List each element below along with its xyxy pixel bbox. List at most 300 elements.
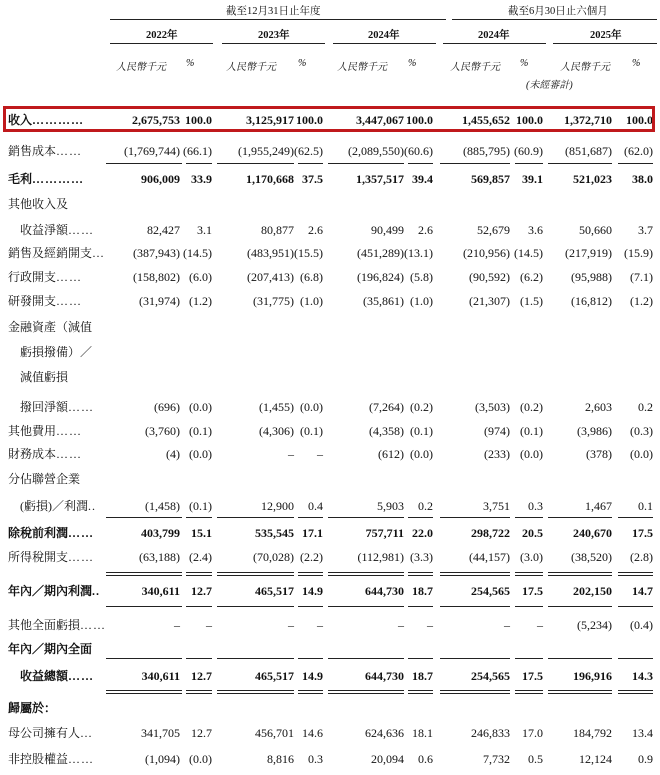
column-rule <box>217 517 294 518</box>
percent-cell: (62.5) <box>294 144 323 158</box>
amount-cell: (70,028) <box>253 550 294 564</box>
percent-cell: 12.7 <box>191 669 212 683</box>
column-double-rule <box>106 693 182 694</box>
unit-rmb-2024: 人民幣千元 <box>337 62 387 73</box>
column-rule <box>106 572 182 573</box>
row-label <box>8 316 92 338</box>
amount-cell: 1,372,710 <box>564 113 612 127</box>
table-row <box>0 242 660 264</box>
row-label-text: 金融資產（減值 <box>8 320 93 334</box>
row-label <box>8 219 94 241</box>
percent-cell: (1.2) <box>189 294 212 308</box>
percent-cell: 33.9 <box>191 172 212 186</box>
percent-cell: (0.1) <box>300 424 323 438</box>
row-label-text: 年內／期內利潤 <box>8 584 93 598</box>
table-row <box>0 316 660 338</box>
table-row <box>0 580 660 602</box>
amount-cell: 298,722 <box>471 526 510 540</box>
row-label-text: 虧損撥備）／ <box>8 345 93 359</box>
percent-cell: (0.0) <box>630 447 653 461</box>
amount-cell: 254,565 <box>471 669 510 683</box>
percent-cell: 17.5 <box>522 669 543 683</box>
percent-cell: 18.7 <box>412 584 433 598</box>
column-rule <box>515 690 543 691</box>
header-rule-full-year <box>110 19 446 20</box>
amount-cell: 340,611 <box>141 584 180 598</box>
table-row <box>0 522 660 544</box>
table-row <box>0 266 660 288</box>
unaudited-note: (未經審計) <box>526 80 573 91</box>
column-rule <box>298 690 323 691</box>
unit-pct-2022: % <box>186 58 195 69</box>
amount-cell: 1,467 <box>585 499 612 513</box>
column-double-rule <box>515 693 543 694</box>
percent-cell: 2.6 <box>418 223 433 237</box>
amount-cell: (21,307) <box>469 294 510 308</box>
row-label <box>8 614 106 636</box>
table-row <box>0 546 660 568</box>
percent-cell: 0.1 <box>638 499 653 513</box>
column-rule <box>186 517 212 518</box>
row-label <box>8 396 94 418</box>
amount-cell: (378) <box>586 447 612 461</box>
percent-cell: – <box>206 618 212 632</box>
period-full-year-header: 截至12月31日止年度 <box>226 6 321 17</box>
table-row <box>0 697 660 719</box>
percent-cell: 0.3 <box>528 499 543 513</box>
percent-cell: 13.4 <box>632 726 653 740</box>
percent-cell: 22.0 <box>412 526 433 540</box>
row-label-text: 財務成本 <box>8 447 57 461</box>
row-label <box>8 193 68 215</box>
amount-cell: 644,730 <box>365 584 404 598</box>
percent-cell: 17.0 <box>522 726 543 740</box>
table-row <box>0 366 660 388</box>
column-rule <box>548 690 612 691</box>
column-rule <box>217 606 294 607</box>
leader-dots: …… <box>68 526 95 540</box>
column-rule <box>515 606 543 607</box>
column-double-rule <box>217 693 294 694</box>
row-label <box>8 722 93 744</box>
row-label-text: 銷售成本 <box>8 144 57 158</box>
amount-cell: (38,520) <box>571 550 612 564</box>
amount-cell: 202,150 <box>573 584 612 598</box>
column-rule <box>408 163 433 164</box>
row-label <box>8 495 96 517</box>
percent-cell: 14.6 <box>302 726 323 740</box>
column-rule <box>408 517 433 518</box>
amount-cell: (4) <box>166 447 180 461</box>
column-rule <box>440 690 510 691</box>
leader-dots: …… <box>68 223 95 237</box>
column-rule <box>298 517 323 518</box>
leader-dots: …… <box>80 618 107 632</box>
table-row <box>0 748 660 770</box>
amount-cell: 757,711 <box>365 526 404 540</box>
amount-cell: 3,447,067 <box>356 113 404 127</box>
column-rule <box>548 606 612 607</box>
percent-cell: (0.1) <box>410 424 433 438</box>
amount-cell: (5,234) <box>577 618 612 632</box>
amount-cell: 3,125,917 <box>246 113 294 127</box>
column-rule <box>217 572 294 573</box>
table-row <box>0 193 660 215</box>
percent-cell: 100.0 <box>185 113 212 127</box>
column-double-rule <box>328 693 404 694</box>
amount-cell: 1,455,652 <box>462 113 510 127</box>
percent-cell: (60.9) <box>514 144 543 158</box>
amount-cell: (3,986) <box>577 424 612 438</box>
amount-cell: 624,636 <box>365 726 404 740</box>
amount-cell: (1,455) <box>259 400 294 414</box>
year-2024-h1-header: 2024年 <box>478 30 510 41</box>
amount-cell: (44,157) <box>469 550 510 564</box>
row-label-text: 收入 <box>8 113 33 127</box>
percent-cell: 2.6 <box>308 223 323 237</box>
row-label-text: 減值虧損 <box>8 370 69 384</box>
amount-cell: 82,427 <box>147 223 180 237</box>
percent-cell: 0.5 <box>528 752 543 766</box>
amount-cell: (4,306) <box>259 424 294 438</box>
percent-cell: (15.9) <box>624 246 653 260</box>
unit-rmb-2023: 人民幣千元 <box>226 62 276 73</box>
row-label <box>8 443 82 465</box>
row-label <box>8 638 92 660</box>
percent-cell: (13.1) <box>404 246 433 260</box>
column-rule <box>328 658 404 659</box>
row-label-text: 年內／期內全面 <box>8 642 93 656</box>
amount-cell: 50,660 <box>579 223 612 237</box>
amount-cell: (63,188) <box>139 550 180 564</box>
column-double-rule <box>515 575 543 576</box>
column-rule <box>515 163 543 164</box>
amount-cell: (3,503) <box>475 400 510 414</box>
row-label <box>8 665 94 687</box>
column-rule <box>408 572 433 573</box>
percent-cell: (7.1) <box>630 270 653 284</box>
percent-cell: (1.0) <box>300 294 323 308</box>
amount-cell: (217,919) <box>565 246 612 260</box>
amount-cell: (1,955,249) <box>238 144 294 158</box>
percent-cell: 14.3 <box>632 669 653 683</box>
amount-cell: (612) <box>378 447 404 461</box>
amount-cell: (1,094) <box>145 752 180 766</box>
table-row <box>0 420 660 442</box>
row-label-text: 母公司擁有人 <box>8 726 81 740</box>
year-rule-2022 <box>110 43 213 44</box>
amount-cell: (16,812) <box>571 294 612 308</box>
amount-cell: 3,751 <box>483 499 510 513</box>
leader-dots: …… <box>68 550 95 564</box>
column-rule <box>298 606 323 607</box>
leader-dots: …… <box>68 669 95 683</box>
percent-cell: 0.6 <box>418 752 433 766</box>
amount-cell: 465,517 <box>255 584 294 598</box>
percent-cell: (0.1) <box>189 424 212 438</box>
column-rule <box>328 163 404 164</box>
row-label <box>8 580 100 602</box>
amount-cell: 12,900 <box>261 499 294 513</box>
column-rule <box>440 163 510 164</box>
amount-cell: 906,009 <box>141 172 180 186</box>
row-label <box>8 697 56 719</box>
unit-rmb-2025-h1: 人民幣千元 <box>560 62 610 73</box>
percent-cell: 0.2 <box>638 400 653 414</box>
column-rule <box>328 517 404 518</box>
row-label <box>8 420 82 442</box>
percent-cell: (0.0) <box>189 752 212 766</box>
row-label-text: (虧損)／利潤 <box>8 499 88 513</box>
percent-cell: (15.5) <box>294 246 323 260</box>
row-label-text: 銷售及經銷開支 <box>8 246 93 260</box>
column-rule <box>618 658 653 659</box>
amount-cell: (1,769,744) <box>124 144 180 158</box>
amount-cell: 644,730 <box>365 669 404 683</box>
amount-cell: – <box>288 618 294 632</box>
percent-cell: 3.6 <box>528 223 543 237</box>
amount-cell: 341,705 <box>141 726 180 740</box>
column-rule <box>186 658 212 659</box>
amount-cell: (31,775) <box>253 294 294 308</box>
column-rule <box>440 606 510 607</box>
percent-cell: 37.5 <box>302 172 323 186</box>
amount-cell: 465,517 <box>255 669 294 683</box>
percent-cell: (0.3) <box>630 424 653 438</box>
percent-cell: 100.0 <box>296 113 323 127</box>
percent-cell: 15.1 <box>191 526 212 540</box>
amount-cell: (1,458) <box>145 499 180 513</box>
percent-cell: 14.9 <box>302 584 323 598</box>
table-row <box>0 722 660 744</box>
amount-cell: (207,413) <box>247 270 294 284</box>
column-rule <box>217 658 294 659</box>
row-label <box>8 168 84 190</box>
year-2022-header: 2022年 <box>146 30 178 41</box>
column-rule <box>217 690 294 691</box>
percent-cell: (1.5) <box>520 294 543 308</box>
amount-cell: (974) <box>484 424 510 438</box>
amount-cell: 90,499 <box>371 223 404 237</box>
row-label <box>8 290 82 312</box>
percent-cell: 100.0 <box>406 113 433 127</box>
table-row <box>0 665 660 687</box>
amount-cell: (4,358) <box>369 424 404 438</box>
column-double-rule <box>186 693 212 694</box>
column-rule <box>328 690 404 691</box>
column-rule <box>106 690 182 691</box>
percent-cell: 100.0 <box>516 113 543 127</box>
column-rule <box>440 572 510 573</box>
percent-cell: – <box>317 618 323 632</box>
row-label-text: 毛利 <box>8 172 33 186</box>
amount-cell: 196,916 <box>573 669 612 683</box>
column-double-rule <box>548 693 612 694</box>
year-rule-2024-h1 <box>443 43 546 44</box>
row-label <box>8 242 105 264</box>
percent-cell: (6.0) <box>189 270 212 284</box>
table-row <box>0 168 660 190</box>
amount-cell: 12,124 <box>579 752 612 766</box>
percent-cell: (3.3) <box>410 550 433 564</box>
percent-cell: (60.6) <box>404 144 433 158</box>
amount-cell: 254,565 <box>471 584 510 598</box>
year-rule-2023 <box>222 43 325 44</box>
column-rule <box>440 658 510 659</box>
percent-cell: 12.7 <box>191 584 212 598</box>
table-row <box>0 290 660 312</box>
row-label-text: 撥回淨額 <box>8 400 69 414</box>
percent-cell: 17.5 <box>632 526 653 540</box>
amount-cell: (387,943) <box>133 246 180 260</box>
column-rule <box>106 606 182 607</box>
column-rule <box>408 690 433 691</box>
leader-dots: .. <box>88 499 96 513</box>
column-double-rule <box>298 575 323 576</box>
leader-dots: ………… <box>32 113 85 127</box>
column-double-rule <box>217 575 294 576</box>
column-double-rule <box>548 575 612 576</box>
percent-cell: 14.7 <box>632 584 653 598</box>
percent-cell: 14.9 <box>302 669 323 683</box>
percent-cell: (0.0) <box>189 447 212 461</box>
column-rule <box>186 690 212 691</box>
row-label-text: 其他費用 <box>8 424 57 438</box>
amount-cell: (885,795) <box>463 144 510 158</box>
percent-cell: (0.2) <box>410 400 433 414</box>
percent-cell: 38.0 <box>632 172 653 186</box>
row-label-text: 分佔聯營企業 <box>8 472 81 486</box>
percent-cell: (14.5) <box>514 246 543 260</box>
amount-cell: 456,701 <box>255 726 294 740</box>
column-double-rule <box>408 575 433 576</box>
header-rule-six-months <box>452 19 657 20</box>
row-label-text: 其他收入及 <box>8 197 69 211</box>
table-row <box>0 495 660 517</box>
column-double-rule <box>186 575 212 576</box>
table-row <box>0 614 660 636</box>
percent-cell: 39.4 <box>412 172 433 186</box>
percent-cell: 0.4 <box>308 499 323 513</box>
column-rule <box>106 658 182 659</box>
percent-cell: (6.2) <box>520 270 543 284</box>
amount-cell: (90,592) <box>469 270 510 284</box>
column-double-rule <box>440 575 510 576</box>
amount-cell: 2,603 <box>585 400 612 414</box>
table-row <box>0 396 660 418</box>
percent-cell: (3.0) <box>520 550 543 564</box>
percent-cell: 39.1 <box>522 172 543 186</box>
column-double-rule <box>618 575 653 576</box>
amount-cell: (196,824) <box>357 270 404 284</box>
amount-cell: – <box>398 618 404 632</box>
percent-cell: 18.1 <box>412 726 433 740</box>
unit-pct-2023: % <box>298 58 307 69</box>
column-double-rule <box>106 575 182 576</box>
table-row <box>0 341 660 363</box>
percent-cell: 17.1 <box>302 526 323 540</box>
column-rule <box>618 690 653 691</box>
column-rule <box>186 572 212 573</box>
percent-cell: – <box>537 618 543 632</box>
column-rule <box>548 658 612 659</box>
percent-cell: (2.4) <box>189 550 212 564</box>
amount-cell: 521,023 <box>573 172 612 186</box>
column-rule <box>106 163 182 164</box>
amount-cell: 52,679 <box>477 223 510 237</box>
column-double-rule <box>408 693 433 694</box>
percent-cell: (0.0) <box>410 447 433 461</box>
amount-cell: 20,094 <box>371 752 404 766</box>
column-rule <box>618 606 653 607</box>
table-row <box>0 468 660 490</box>
leader-dots: .. <box>92 584 101 598</box>
amount-cell: 340,611 <box>141 669 180 683</box>
amount-cell: (7,264) <box>369 400 404 414</box>
amount-cell: (35,861) <box>363 294 404 308</box>
table-row <box>0 443 660 465</box>
column-rule <box>298 163 323 164</box>
row-label-text: 收益總額 <box>8 669 69 683</box>
column-rule <box>618 572 653 573</box>
percent-cell: (1.0) <box>410 294 433 308</box>
unit-pct-2024: % <box>408 58 417 69</box>
amount-cell: 1,170,668 <box>246 172 294 186</box>
row-label <box>8 522 94 544</box>
row-label-text: 歸屬於： <box>8 701 57 715</box>
year-2025-h1-header: 2025年 <box>590 30 622 41</box>
column-rule <box>186 163 212 164</box>
column-rule <box>408 658 433 659</box>
percent-cell: (6.8) <box>300 270 323 284</box>
column-rule <box>548 572 612 573</box>
percent-cell: – <box>317 447 323 461</box>
amount-cell: (210,956) <box>463 246 510 260</box>
table-row <box>0 219 660 241</box>
amount-cell: 8,816 <box>267 752 294 766</box>
percent-cell: 3.7 <box>638 223 653 237</box>
column-rule <box>440 517 510 518</box>
unit-pct-2025-h1: % <box>632 58 641 69</box>
column-rule <box>548 517 612 518</box>
leader-dots: …… <box>56 294 83 308</box>
amount-cell: 535,545 <box>255 526 294 540</box>
amount-cell: 80,877 <box>261 223 294 237</box>
column-rule <box>515 572 543 573</box>
percent-cell: (0.0) <box>300 400 323 414</box>
revenue-highlight-box <box>3 106 655 132</box>
percent-cell: (0.0) <box>189 400 212 414</box>
row-label-text: 其他全面虧損 <box>8 618 81 632</box>
amount-cell: (696) <box>154 400 180 414</box>
row-label-text: 所得稅開支 <box>8 550 69 564</box>
column-rule <box>408 606 433 607</box>
column-rule <box>298 658 323 659</box>
leader-dots: …… <box>56 144 83 158</box>
percent-cell: 0.3 <box>308 752 323 766</box>
column-rule <box>298 572 323 573</box>
column-double-rule <box>298 693 323 694</box>
amount-cell: 403,799 <box>141 526 180 540</box>
column-rule <box>186 606 212 607</box>
row-label-text: 除稅前利潤 <box>8 526 69 540</box>
percent-cell: (14.5) <box>183 246 212 260</box>
percent-cell: (5.8) <box>410 270 433 284</box>
row-label <box>8 468 80 490</box>
percent-cell: 3.1 <box>197 223 212 237</box>
percent-cell: (0.0) <box>520 447 543 461</box>
leader-dots: … <box>92 246 106 260</box>
